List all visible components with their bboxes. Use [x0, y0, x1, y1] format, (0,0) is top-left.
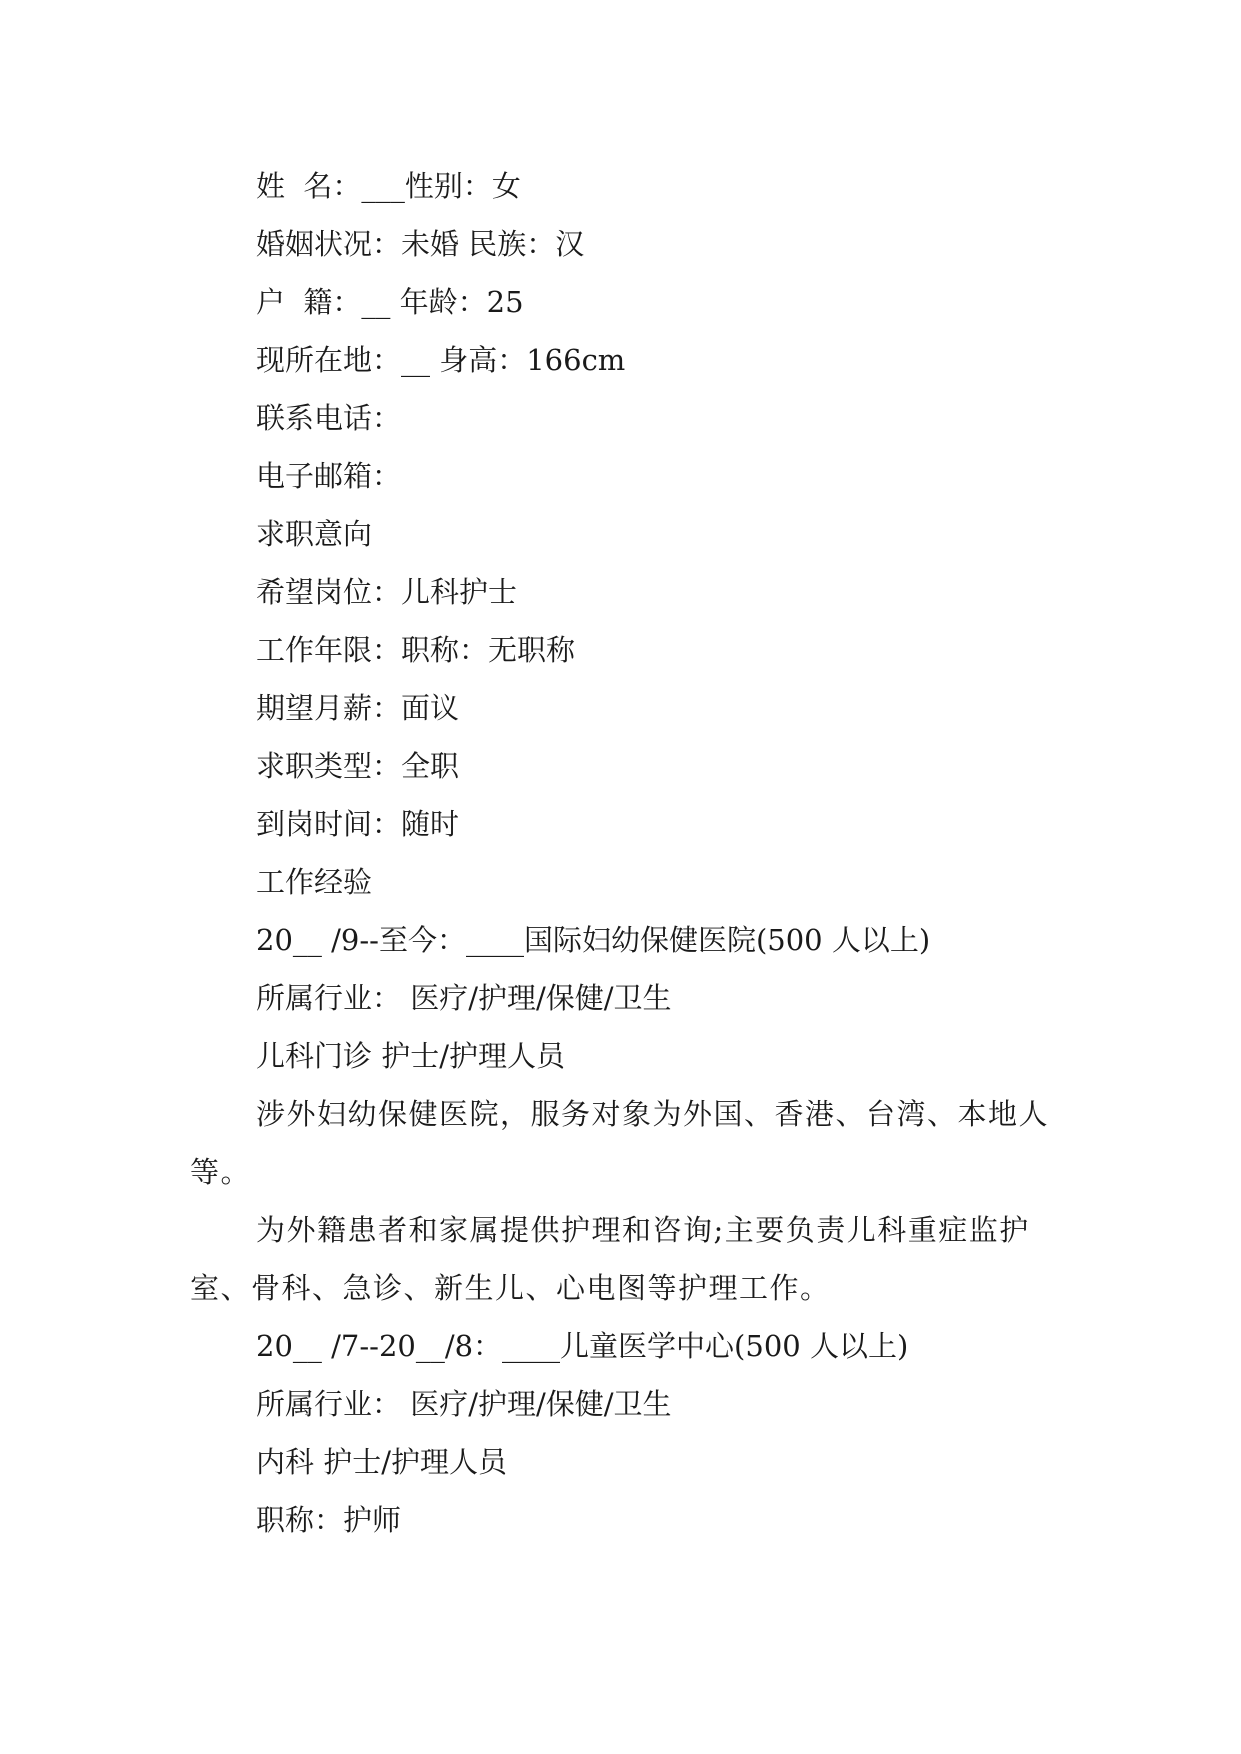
location-height-line: 现所在地：__ 身高：166cm: [256, 343, 626, 377]
job-1-period-line: 20__ /9--至今：____国际妇幼保健医院(500 人以上): [256, 923, 931, 957]
job-intent-heading: 求职意向: [256, 517, 373, 551]
phone-line: 联系电话：: [256, 401, 402, 435]
job-1-description-paragraph: 涉外妇幼保健医院，服务对象为外国、香港、台湾、本地人等。: [190, 1097, 1050, 1189]
job-2-industry-line: 所属行业： 医疗/护理/保健/卫生: [256, 1387, 672, 1421]
job-1-industry-line: 所属行业： 医疗/护理/保健/卫生: [256, 981, 672, 1015]
work-experience-heading: 工作经验: [256, 865, 373, 899]
job-1-duties-paragraph: 为外籍患者和家属提供护理和咨询;主要负责儿科重症监护室、骨科、急诊、新生儿、心电图等护理工作。: [190, 1213, 1030, 1305]
job-type-line: 求职类型：全职: [256, 749, 460, 783]
job-2-title-line: 职称：护师: [256, 1503, 402, 1537]
availability-line: 到岗时间：随时: [256, 807, 460, 841]
job-1-department-line: 儿科门诊 护士/护理人员: [256, 1039, 565, 1073]
name-gender-line: 姓 名：___性别：女: [256, 169, 521, 203]
job-2-department-line: 内科 护士/护理人员: [256, 1445, 507, 1479]
resume-content: [190, 157, 1050, 1549]
desired-position-line: 希望岗位：儿科护士: [256, 575, 518, 609]
job-2-period-line: 20__ /7--20__/8：____儿童医学中心(500 人以上): [256, 1329, 909, 1363]
expected-salary-line: 期望月薪：面议: [256, 691, 460, 725]
work-years-title-line: 工作年限：职称：无职称: [256, 633, 576, 667]
household-age-line: 户 籍：__ 年龄：25: [256, 285, 524, 319]
email-line: 电子邮箱：: [256, 459, 402, 493]
marital-ethnicity-line: 婚姻状况：未婚 民族：汉: [256, 227, 585, 261]
